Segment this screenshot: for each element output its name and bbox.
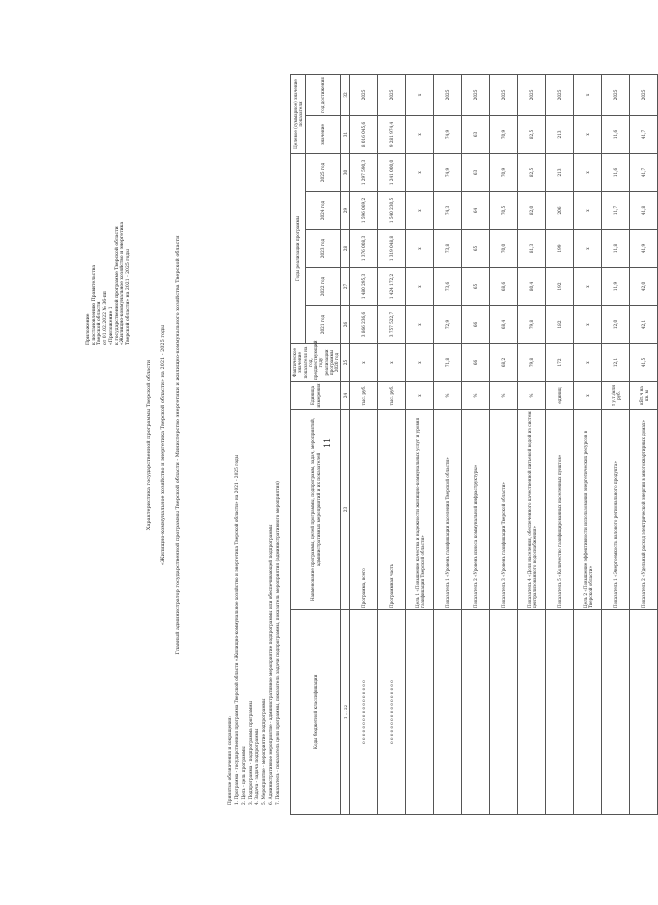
note-line: Принятые обозначения и сокращения: <box>228 715 233 805</box>
row-2025: 11,6 <box>602 153 630 191</box>
column-number: 1 … 22 <box>341 610 350 815</box>
document-titles <box>146 75 189 815</box>
row-year: 2025 <box>378 74 406 115</box>
table-row <box>350 74 378 814</box>
table-row <box>406 74 434 814</box>
row-codes: 0 0 0 0 0 0 0 0 0 0 0 0 0 0 0 0 0 <box>378 610 406 815</box>
row-year: 2025 <box>350 74 378 115</box>
row-description: Цель 1 «Повышение качества и надежности жилищно-коммунальных услуг и уровня газификации Тверской области» <box>406 410 434 610</box>
row-actual: 12,1 <box>602 344 630 382</box>
note-line: 5. Мероприятие - мероприятие подпрограммы <box>262 698 268 805</box>
table-row <box>630 74 658 814</box>
row-codes <box>518 610 546 815</box>
row-description: Показатель 5 «Количество газифицированных населенных пунктов» <box>546 410 574 610</box>
row-codes <box>406 610 434 815</box>
row-target: х <box>406 115 434 153</box>
row-description: Цель 2 «Повышение эффективности использования энергетических ресурсов в Тверской области» <box>574 410 602 610</box>
row-2024: 206 <box>546 192 574 230</box>
row-unit: т у.т./млн руб. <box>602 382 630 410</box>
row-2023: 65 <box>462 230 490 268</box>
row-unit: кВт.ч на кв. м <box>630 382 658 410</box>
approval-line: Приложение <box>86 313 91 345</box>
row-2021: 42,1 <box>630 306 658 344</box>
row-2022: х <box>574 268 602 306</box>
row-2024: 1 540 230,5 <box>378 192 406 230</box>
row-2022: 1 424 172,2 <box>378 268 406 306</box>
row-2023: х <box>574 230 602 268</box>
column-number: 29 <box>341 192 350 230</box>
row-actual: х <box>406 344 434 382</box>
column-number: 28 <box>341 230 350 268</box>
row-2021: 182 <box>546 306 574 344</box>
note-line: 2. Цель - цель программы <box>241 746 247 805</box>
approval-line: от 01.02.2022 № 36-пп <box>103 291 109 345</box>
row-target: 74,9 <box>434 115 462 153</box>
row-actual: 79,8 <box>518 344 546 382</box>
row-unit: % <box>518 382 546 410</box>
column-number: 25 <box>341 344 350 382</box>
header-2021: 2021 год <box>305 306 341 344</box>
note-line: 7. Показатель - показатель цели программы, показатель задачи подпрограммы, показатель мероприятия (административного мероприятия) <box>276 481 282 805</box>
row-2024: 11,7 <box>602 192 630 230</box>
row-2024: х <box>406 192 434 230</box>
row-2025: 1 241 000,0 <box>378 153 406 191</box>
row-2024: 64 <box>462 192 490 230</box>
row-2023: 1 376 008,3 <box>350 230 378 268</box>
approval-block <box>86 115 132 345</box>
title-line: Главный администратор государственной программы Тверской области - Министерство энергетики и жилищно-коммунального хозяйства Тверской области <box>174 235 181 655</box>
row-codes <box>630 610 658 815</box>
row-description: Показатель 1 «Уровень газификации населения Тверской области» <box>434 410 462 610</box>
row-2022: 192 <box>546 268 574 306</box>
row-codes: 0 0 0 0 0 0 0 0 0 0 0 0 0 0 0 0 0 <box>350 610 378 815</box>
row-actual: 172 <box>546 344 574 382</box>
row-codes <box>434 610 462 815</box>
row-target: 8 016 045,6 <box>350 115 378 153</box>
row-2023: 11,8 <box>602 230 630 268</box>
row-unit: тыс. руб. <box>350 382 378 410</box>
row-2023: 41,9 <box>630 230 658 268</box>
row-2022: 68,6 <box>490 268 518 306</box>
row-2025: 74,9 <box>434 153 462 191</box>
row-2022: 11,9 <box>602 268 630 306</box>
row-2025: х <box>574 153 602 191</box>
header-by-years: Годы реализации программы <box>291 153 306 343</box>
row-year: 2025 <box>602 74 630 115</box>
row-2022: 65 <box>462 268 490 306</box>
header-2024: 2024 год <box>305 192 341 230</box>
table-row <box>546 74 574 814</box>
row-2024: 41,8 <box>630 192 658 230</box>
row-year: х <box>574 74 602 115</box>
row-2021: х <box>406 306 434 344</box>
header-actual: Фактическое значение показателя на год, предшествующий году реализации программы 2020 год <box>292 340 339 380</box>
column-number: 26 <box>341 306 350 344</box>
title-line: «Жилищно-коммунальное хозяйство и энергетика Тверской области» на 2021 - 2025 годы <box>160 324 167 566</box>
row-2022: 42,0 <box>630 268 658 306</box>
note-line: 1. Программа - государственная программа Тверской области «Жилищно-коммунальное хозяйство и энергетика Тверской области» на 2021 - 2025 годы <box>234 454 240 805</box>
header-year: год достижения <box>305 74 341 115</box>
row-actual: 71,8 <box>434 344 462 382</box>
abbreviations-notes <box>228 454 283 805</box>
row-2021: 12,0 <box>602 306 630 344</box>
row-2021: 72,9 <box>434 306 462 344</box>
row-year: 2025 <box>490 74 518 115</box>
row-description: Показатель 2 «Удельный расход электрической энергии в многоквартирных домах» <box>630 410 658 610</box>
row-2025: 1 297 590,3 <box>350 153 378 191</box>
row-2025: 82,5 <box>518 153 546 191</box>
approval-line: к постановлению Правительства <box>91 264 97 345</box>
header-2022: 2022 год <box>305 268 341 306</box>
row-actual: х <box>574 344 602 382</box>
row-year: 2025 <box>462 74 490 115</box>
column-number: 27 <box>341 268 350 306</box>
table-row <box>490 74 518 814</box>
row-2025: 63 <box>462 153 490 191</box>
row-actual: 68,2 <box>490 344 518 382</box>
row-2021: 3 757 522,7 <box>378 306 406 344</box>
note-line: 6. Административное мероприятие - административное мероприятие подпрограммы или обеспечивающей подпрограммы <box>269 524 275 805</box>
row-2023: 73,8 <box>434 230 462 268</box>
row-actual: 66 <box>462 344 490 382</box>
row-2025: х <box>406 153 434 191</box>
row-2021: 66 <box>462 306 490 344</box>
note-line: 3. Подпрограмма - подпрограмма программы <box>248 701 254 805</box>
row-description: Показатель 1 «Энергоемкость валового регионального продукта» <box>602 410 630 610</box>
title-line: Характеристика государственной программы Тверской области <box>146 359 152 531</box>
column-number: 24 <box>341 382 350 410</box>
row-unit: % <box>462 382 490 410</box>
row-2025: 70,9 <box>490 153 518 191</box>
row-year: 2025 <box>434 74 462 115</box>
row-year: 2025 <box>630 74 658 115</box>
row-2024: 82,0 <box>518 192 546 230</box>
row-codes <box>546 610 574 815</box>
row-target: 9 281 974,4 <box>378 115 406 153</box>
row-codes <box>462 610 490 815</box>
header-value: значение <box>305 115 341 153</box>
approval-line: «Приложение 1 <box>108 306 114 345</box>
row-2021: 68,4 <box>490 306 518 344</box>
table-row <box>462 74 490 814</box>
header-target: Целевое (суммарное) значение показателя <box>291 74 306 153</box>
row-description: Программная часть <box>378 410 406 610</box>
note-line: 4. Задача - задача подпрограммы <box>255 728 261 805</box>
row-target: 11,6 <box>602 115 630 153</box>
column-number: 30 <box>341 153 350 191</box>
row-codes <box>490 610 518 815</box>
header-2023: 2023 год <box>305 230 341 268</box>
row-unit: % <box>490 382 518 410</box>
table-body <box>350 74 658 814</box>
row-target: 213 <box>546 115 574 153</box>
row-actual: х <box>378 344 406 382</box>
row-target: 41,7 <box>630 115 658 153</box>
approval-line: Тверской области» на 2021 - 2025 годы <box>126 249 132 345</box>
row-target: х <box>574 115 602 153</box>
column-number: 23 <box>341 410 350 610</box>
row-2025: 41,7 <box>630 153 658 191</box>
row-2023: 199 <box>546 230 574 268</box>
row-2022: х <box>406 268 434 306</box>
header-codes: Коды бюджетной классификации <box>291 610 341 815</box>
approval-line: Тверской области <box>97 301 103 345</box>
approval-line: к государственной программе Тверской области <box>114 226 120 345</box>
row-2024: 74,3 <box>434 192 462 230</box>
header-description: Наименование программы, целей программы, подпрограмм, задач, мероприятий, административных мероприятий и их показателей <box>291 410 341 610</box>
row-2021: 3 866 236,6 <box>350 306 378 344</box>
row-target: 82,5 <box>518 115 546 153</box>
row-2021: х <box>574 306 602 344</box>
row-2023: 70,0 <box>490 230 518 268</box>
column-number: 31 <box>341 115 350 153</box>
row-year: х <box>406 74 434 115</box>
row-codes <box>602 610 630 815</box>
row-2025: 213 <box>546 153 574 191</box>
row-2022: 73,6 <box>434 268 462 306</box>
table-row <box>434 74 462 814</box>
row-target: 63 <box>462 115 490 153</box>
table-row <box>518 74 546 814</box>
row-actual: х <box>350 344 378 382</box>
row-description: Показатель 3 «Уровень газификации Тверской области» <box>490 410 518 610</box>
row-2022: 1 480 295,3 <box>350 268 378 306</box>
program-table <box>290 74 658 815</box>
row-2024: 70,5 <box>490 192 518 230</box>
row-target: 70,9 <box>490 115 518 153</box>
row-2024: 1 596 069,2 <box>350 192 378 230</box>
table-row <box>602 74 630 814</box>
column-numbers-row <box>341 74 350 814</box>
row-description: Программа, всего <box>350 410 378 610</box>
row-unit: х <box>406 382 434 410</box>
row-2021: 79,8 <box>518 306 546 344</box>
header-unit: Единица измерения <box>291 382 341 410</box>
row-2023: 1 319 048,8 <box>378 230 406 268</box>
row-unit: % <box>434 382 462 410</box>
row-year: 2025 <box>518 74 546 115</box>
row-unit: тыс. руб. <box>378 382 406 410</box>
rotated-sheet <box>80 75 649 815</box>
approval-line: «Жилищно-коммунальное хозяйство и энергетика <box>120 221 126 345</box>
row-description: Показатель 2 «Уровень износа коммунальной инфраструктуры» <box>462 410 490 610</box>
row-2024: х <box>574 192 602 230</box>
row-unit: х <box>574 382 602 410</box>
row-actual: 41,5 <box>630 344 658 382</box>
row-year: 2025 <box>546 74 574 115</box>
column-number: 32 <box>341 74 350 115</box>
table-header-row <box>291 74 306 814</box>
row-unit: единиц <box>546 382 574 410</box>
page-number: 11 <box>323 437 332 448</box>
table-row <box>574 74 602 814</box>
header-2025: 2025 год <box>305 153 341 191</box>
row-2023: 81,3 <box>518 230 546 268</box>
table-row <box>378 74 406 814</box>
row-2023: х <box>406 230 434 268</box>
row-codes <box>574 610 602 815</box>
row-2022: 80,4 <box>518 268 546 306</box>
row-description: Показатель 4 «Доля населения, обеспеченного качественной питьевой водой из систем централизованного водоснабжения» <box>518 410 546 610</box>
